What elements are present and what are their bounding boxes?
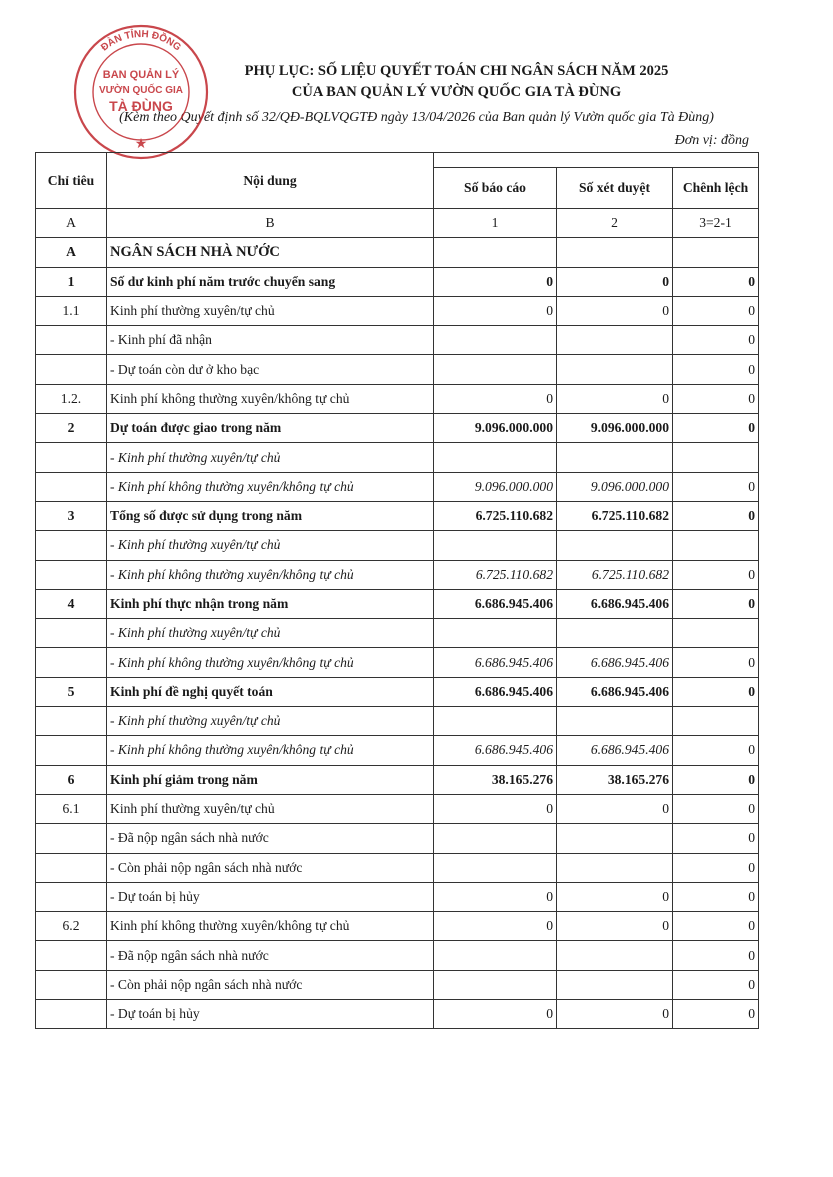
official-stamp: [66, 20, 216, 160]
row-content: - Còn phải nộp ngân sách nhà nước: [107, 853, 434, 882]
table-row: [36, 707, 759, 736]
row-so-bao-cao: 38.165.276: [434, 765, 557, 794]
row-content: - Kinh phí thường xuyên/tự chủ: [107, 619, 434, 648]
row-content: - Còn phải nộp ngân sách nhà nước: [107, 970, 434, 999]
document-title-line1: PHỤ LỤC: SỐ LIỆU QUYẾT TOÁN CHI NGÂN SÁCH NĂM 2025: [244, 63, 669, 79]
table-row: [36, 443, 759, 472]
table-row: [36, 941, 759, 970]
row-so-xet-duyet: 6.686.945.406: [557, 589, 673, 618]
row-so-bao-cao: 0: [434, 296, 557, 325]
row-so-bao-cao: 6.686.945.406: [434, 677, 557, 706]
row-so-xet-duyet: [557, 443, 673, 472]
row-so-xet-duyet: [557, 355, 673, 384]
row-chenh-lech: 0: [673, 970, 759, 999]
svg-text:ĐÀN TỈNH ĐỒNG: ĐÀN TỈNH ĐỒNG: [99, 28, 183, 54]
row-code: 6.2: [36, 912, 107, 941]
table-row: [36, 619, 759, 648]
stamp-line2: VƯỜN QUỐC GIA: [98, 85, 184, 96]
row-so-bao-cao: [434, 355, 557, 384]
header-chenh-lech: Chênh lệch: [673, 168, 759, 209]
table-row: [36, 472, 759, 501]
row-so-xet-duyet: [557, 619, 673, 648]
row-code: 1: [36, 267, 107, 296]
table-row: [36, 765, 759, 794]
row-content: - Kinh phí thường xuyên/tự chủ: [107, 707, 434, 736]
row-content: - Kinh phí đã nhận: [107, 326, 434, 355]
document-title-line2: CỦA BAN QUẢN LÝ VƯỜN QUỐC GIA TÀ ĐÙNG: [291, 84, 622, 100]
row-so-bao-cao: 0: [434, 912, 557, 941]
row-code: [36, 882, 107, 911]
row-content: - Kinh phí không thường xuyên/không tự chủ: [107, 560, 434, 589]
row-so-xet-duyet: 0: [557, 794, 673, 823]
table-row: [36, 414, 759, 443]
row-so-xet-duyet: [557, 238, 673, 267]
row-code: [36, 707, 107, 736]
row-content: - Dự toán bị hủy: [107, 1000, 434, 1029]
code-b: B: [107, 209, 434, 238]
row-content: - Đã nộp ngân sách nhà nước: [107, 824, 434, 853]
row-so-bao-cao: [434, 326, 557, 355]
table-row: [36, 882, 759, 911]
table-row: [36, 794, 759, 823]
row-code: [36, 736, 107, 765]
row-code: 2: [36, 414, 107, 443]
row-chenh-lech: 0: [673, 296, 759, 325]
row-code: [36, 853, 107, 882]
table-row: [36, 238, 759, 267]
row-so-bao-cao: 0: [434, 384, 557, 413]
row-so-bao-cao: 0: [434, 882, 557, 911]
table-row: [36, 1000, 759, 1029]
row-so-xet-duyet: 6.725.110.682: [557, 501, 673, 530]
row-code: 4: [36, 589, 107, 618]
row-so-bao-cao: [434, 824, 557, 853]
row-chenh-lech: 0: [673, 941, 759, 970]
row-chenh-lech: 0: [673, 736, 759, 765]
row-chenh-lech: [673, 443, 759, 472]
row-so-bao-cao: [434, 853, 557, 882]
row-content: Số dư kinh phí năm trước chuyển sang: [107, 267, 434, 296]
row-content: Kinh phí không thường xuyên/không tự chủ: [107, 912, 434, 941]
budget-table: [35, 152, 759, 1029]
row-code: [36, 648, 107, 677]
row-so-xet-duyet: 9.096.000.000: [557, 414, 673, 443]
stamp-line1: BAN QUẢN LÝ: [102, 69, 180, 81]
row-code: [36, 531, 107, 560]
row-code: [36, 941, 107, 970]
document-subtitle: (Kèm theo Quyết định số 32/QĐ-BQLVQGTĐ ngày 13/04/2026 của Ban quản lý Vườn quốc gia Tà Đùng): [119, 110, 714, 125]
row-content: NGÂN SÁCH NHÀ NƯỚC: [107, 238, 434, 267]
row-chenh-lech: 0: [673, 882, 759, 911]
row-code: [36, 1000, 107, 1029]
row-so-xet-duyet: 6.725.110.682: [557, 560, 673, 589]
row-chenh-lech: 0: [673, 384, 759, 413]
row-chenh-lech: 0: [673, 355, 759, 384]
row-chenh-lech: 0: [673, 472, 759, 501]
row-content: Tổng số được sử dụng trong năm: [107, 501, 434, 530]
row-so-xet-duyet: 0: [557, 912, 673, 941]
row-so-bao-cao: 6.686.945.406: [434, 648, 557, 677]
row-chenh-lech: 0: [673, 560, 759, 589]
row-code: 1.1: [36, 296, 107, 325]
table-row: [36, 501, 759, 530]
row-so-bao-cao: 0: [434, 1000, 557, 1029]
row-so-bao-cao: [434, 941, 557, 970]
row-chenh-lech: 0: [673, 648, 759, 677]
row-so-bao-cao: [434, 707, 557, 736]
row-so-xet-duyet: 0: [557, 1000, 673, 1029]
row-chenh-lech: 0: [673, 912, 759, 941]
table-row: [36, 531, 759, 560]
row-chenh-lech: 0: [673, 853, 759, 882]
row-so-xet-duyet: [557, 853, 673, 882]
row-so-bao-cao: [434, 619, 557, 648]
table-row: [36, 355, 759, 384]
row-chenh-lech: 0: [673, 794, 759, 823]
star-icon: ★: [134, 137, 148, 152]
header-noi-dung: Nội dung: [107, 153, 434, 209]
row-code: 3: [36, 501, 107, 530]
row-code: [36, 443, 107, 472]
row-content: - Kinh phí thường xuyên/tự chủ: [107, 531, 434, 560]
row-chenh-lech: [673, 531, 759, 560]
table-row: [36, 384, 759, 413]
row-chenh-lech: 0: [673, 267, 759, 296]
row-chenh-lech: 0: [673, 501, 759, 530]
row-chenh-lech: 0: [673, 824, 759, 853]
row-so-xet-duyet: 0: [557, 384, 673, 413]
row-content: Kinh phí đề nghị quyết toán: [107, 677, 434, 706]
row-so-bao-cao: 9.096.000.000: [434, 414, 557, 443]
row-so-xet-duyet: [557, 970, 673, 999]
row-chenh-lech: 0: [673, 326, 759, 355]
table-row: [36, 853, 759, 882]
row-so-bao-cao: 6.725.110.682: [434, 501, 557, 530]
row-content: Kinh phí không thường xuyên/không tự chủ: [107, 384, 434, 413]
row-so-xet-duyet: 6.686.945.406: [557, 736, 673, 765]
row-so-xet-duyet: [557, 531, 673, 560]
row-code: 5: [36, 677, 107, 706]
row-content: - Dự toán bị hủy: [107, 882, 434, 911]
row-content: Kinh phí thường xuyên/tự chủ: [107, 296, 434, 325]
row-content: - Dự toán còn dư ở kho bạc: [107, 355, 434, 384]
code-1: 1: [434, 209, 557, 238]
row-code: 1.2.: [36, 384, 107, 413]
row-chenh-lech: [673, 707, 759, 736]
row-code: [36, 824, 107, 853]
header-so-xet-duyet: Số xét duyệt: [557, 168, 673, 209]
row-chenh-lech: [673, 238, 759, 267]
row-content: Dự toán được giao trong năm: [107, 414, 434, 443]
row-code: [36, 970, 107, 999]
row-so-xet-duyet: 0: [557, 267, 673, 296]
row-so-xet-duyet: 0: [557, 882, 673, 911]
row-chenh-lech: 0: [673, 765, 759, 794]
row-so-bao-cao: [434, 970, 557, 999]
table-row: [36, 970, 759, 999]
row-code: 6: [36, 765, 107, 794]
row-chenh-lech: [673, 619, 759, 648]
row-content: - Kinh phí thường xuyên/tự chủ: [107, 443, 434, 472]
row-so-xet-duyet: 0: [557, 296, 673, 325]
row-code: [36, 560, 107, 589]
row-content: Kinh phí thực nhận trong năm: [107, 589, 434, 618]
row-code: A: [36, 238, 107, 267]
row-chenh-lech: 0: [673, 589, 759, 618]
table-row: [36, 267, 759, 296]
header-group: [434, 153, 759, 168]
table-row: [36, 736, 759, 765]
row-chenh-lech: 0: [673, 414, 759, 443]
row-so-bao-cao: 0: [434, 794, 557, 823]
row-so-bao-cao: 9.096.000.000: [434, 472, 557, 501]
header-chi-tieu: Chỉ tiêu: [36, 153, 107, 209]
row-so-xet-duyet: 9.096.000.000: [557, 472, 673, 501]
row-chenh-lech: 0: [673, 1000, 759, 1029]
code-a: A: [36, 209, 107, 238]
row-content: - Kinh phí không thường xuyên/không tự chủ: [107, 648, 434, 677]
stamp-line3: TÀ ĐÙNG: [109, 98, 173, 114]
row-code: 6.1: [36, 794, 107, 823]
row-so-bao-cao: [434, 531, 557, 560]
table-row: [36, 677, 759, 706]
row-so-xet-duyet: 6.686.945.406: [557, 648, 673, 677]
row-code: [36, 355, 107, 384]
row-so-bao-cao: 0: [434, 267, 557, 296]
code-2: 2: [557, 209, 673, 238]
row-code: [36, 326, 107, 355]
row-so-bao-cao: 6.686.945.406: [434, 736, 557, 765]
table-row: [36, 589, 759, 618]
row-content: - Đã nộp ngân sách nhà nước: [107, 941, 434, 970]
row-so-bao-cao: [434, 238, 557, 267]
row-so-xet-duyet: 38.165.276: [557, 765, 673, 794]
row-so-xet-duyet: [557, 824, 673, 853]
row-so-xet-duyet: [557, 326, 673, 355]
table-row: [36, 326, 759, 355]
row-code: [36, 472, 107, 501]
table-row: [36, 824, 759, 853]
row-so-bao-cao: [434, 443, 557, 472]
table-row: [36, 296, 759, 325]
row-content: Kinh phí thường xuyên/tự chủ: [107, 794, 434, 823]
row-so-bao-cao: 6.725.110.682: [434, 560, 557, 589]
row-content: Kinh phí giảm trong năm: [107, 765, 434, 794]
row-so-xet-duyet: 6.686.945.406: [557, 677, 673, 706]
unit-label: Đơn vị: đồng: [674, 133, 749, 148]
header-so-bao-cao: Số báo cáo: [434, 168, 557, 209]
table-row: [36, 560, 759, 589]
row-so-xet-duyet: [557, 707, 673, 736]
row-chenh-lech: 0: [673, 677, 759, 706]
code-3: 3=2-1: [673, 209, 759, 238]
row-content: - Kinh phí không thường xuyên/không tự chủ: [107, 736, 434, 765]
table-row: [36, 912, 759, 941]
row-content: - Kinh phí không thường xuyên/không tự chủ: [107, 472, 434, 501]
row-code: [36, 619, 107, 648]
row-so-bao-cao: 6.686.945.406: [434, 589, 557, 618]
table-row: [36, 648, 759, 677]
row-so-xet-duyet: [557, 941, 673, 970]
